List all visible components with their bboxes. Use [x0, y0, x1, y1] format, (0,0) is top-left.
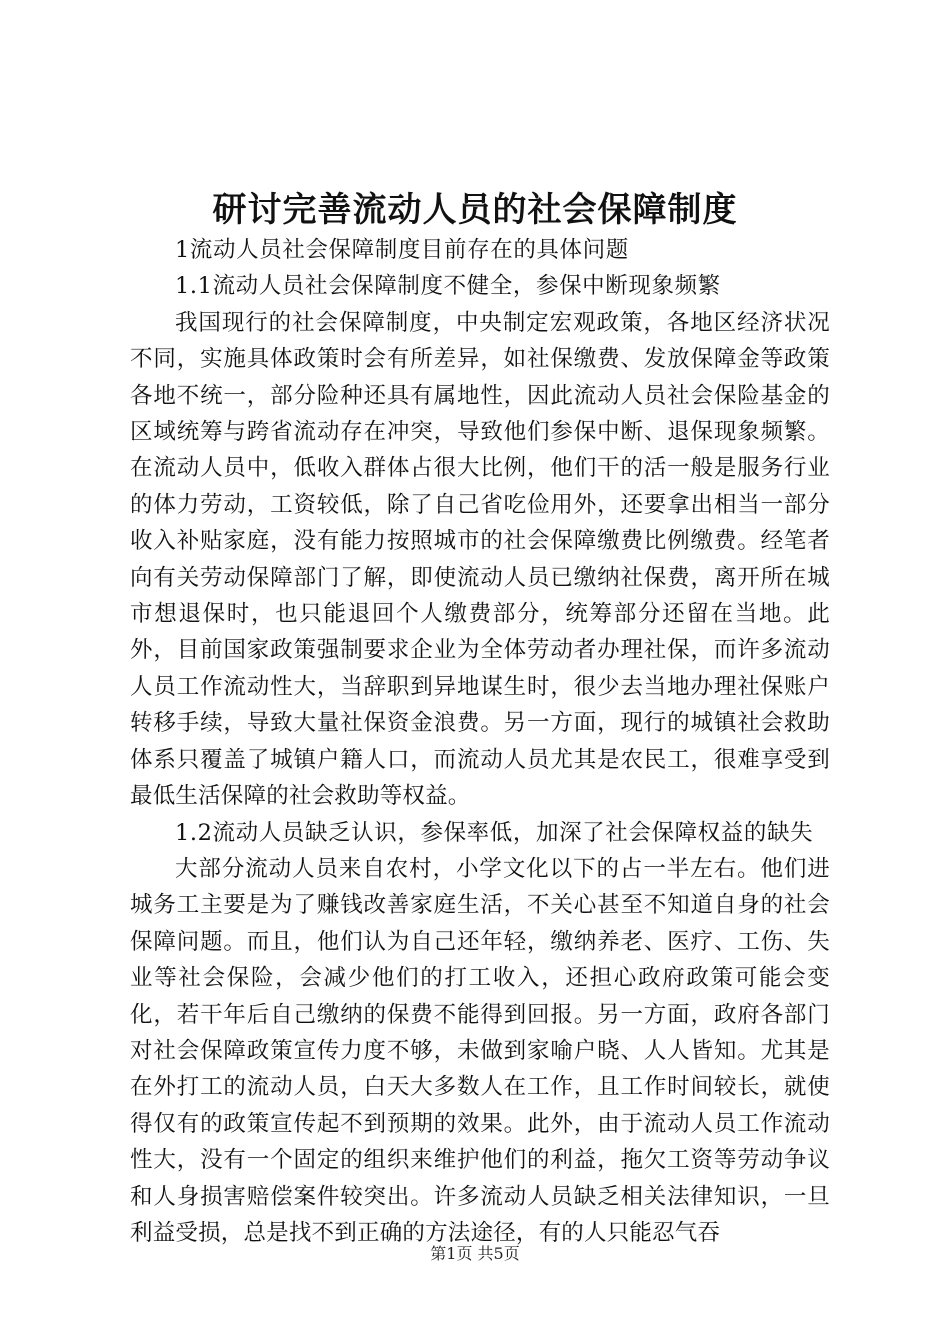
subsection-heading-1-1: 1.1流动人员社会保障制度不健全，参保中断现象频繁	[175, 273, 721, 300]
document-body	[130, 232, 830, 1251]
section-heading-1: 1流动人员社会保障制度目前存在的具体问题	[175, 237, 629, 263]
document-title: 研讨完善流动人员的社会保障制度	[212, 190, 738, 230]
body-paragraph-1: 我国现行的社会保障制度，中央制定宏观政策，各地区经济状况不同，实施具体政策时会有所差异，如社保缴费、发放保障金等政策各地不统一，部分险种还具有属地性，因此流动人员社会保险基金的区域统筹与跨省流动存在冲突，导致他们参保中断、退保现象频繁。在流动人员中，低收入群体占很大比例，他们干的活一般是服务行业的体力劳动，工资较低，除了自己省吃俭用外，还要拿出相当一部分收入补贴家庭，没有能力按照城市的社会保障缴费比例缴费。经笔者向有关劳动保障部门了解，即使流动人员已缴纳社保费，离开所在城市想退保时，也只能退回个人缴费部分，统筹部分还留在当地。此外，目前国家政策强制要求企业为全体劳动者办理社保，而许多流动人员工作流动性大，当辞职到异地谋生时，很少去当地办理社保账户转移手续，导致大量社保资金浪费。另一方面，现行的城镇社会救助体系只覆盖了城镇户籍人口，而流动人员尤其是农民工，很难享受到最低生活保障的社会救助等权益。	[130, 309, 830, 810]
page-number-footer: 第1页 共5页	[430, 1244, 520, 1263]
subsection-heading-1-2: 1.2流动人员缺乏认识，参保率低，加深了社会保障权益的缺失	[175, 819, 814, 846]
body-paragraph-2: 大部分流动人员来自农村，小学文化以下的占一半左右。他们进城务工主要是为了赚钱改善家庭生活，不关心甚至不知道自身的社会保障问题。而且，他们认为自己还年轻，缴纳养老、医疗、工伤、失业等社会保险，会减少他们的打工收入，还担心政府政策可能会变化，若干年后自己缴纳的保费不能得到回报。另一方面，政府各部门对社会保障政策宣传力度不够，未做到家喻户晓、人人皆知。尤其是在外打工的流动人员，白天大多数人在工作，且工作时间较长，就使得仅有的政策宣传起不到预期的效果。此外，由于流动人员工作流动性大，没有一个固定的组织来维护他们的利益，拖欠工资等劳动争议和人身损害赔偿案件较突出。许多流动人员缺乏相关法律知识，一旦利益受损，总是找不到正确的方法途径，有的人只能忍气吞	[130, 855, 830, 1246]
